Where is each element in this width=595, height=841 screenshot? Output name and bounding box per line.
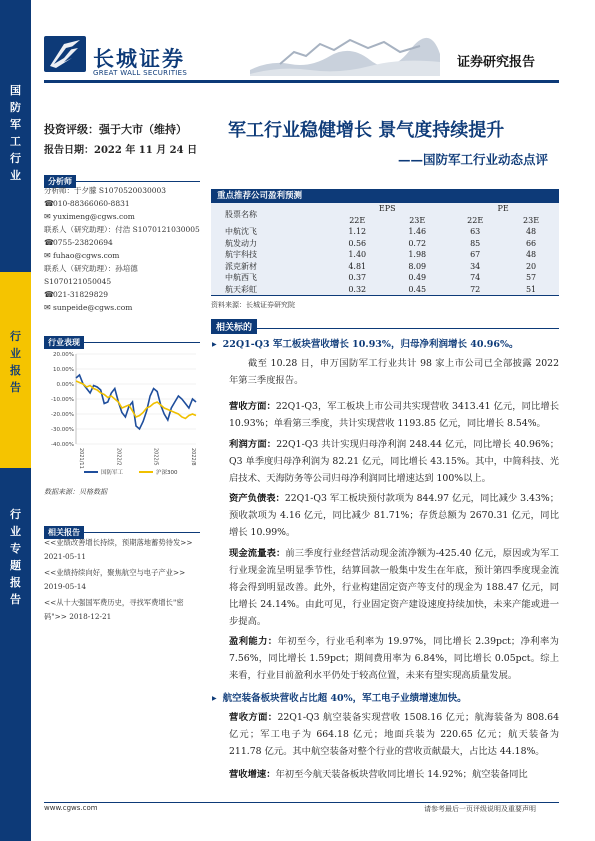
footer-rule bbox=[44, 802, 559, 803]
legend-label: 沪深300 bbox=[156, 470, 178, 476]
paragraph-profit bbox=[229, 436, 559, 487]
email-line[interactable] bbox=[44, 301, 204, 314]
value-cell: 63 bbox=[470, 227, 481, 237]
y-tick-label: -30.00% bbox=[51, 427, 74, 433]
revenue2-text: 22Q1-Q3 航空装备实现营收 1508.16 亿元；航海装备为 808.64 亿元；军工电子为 664.18 亿元；地面兵装为 220.65 亿元；航天装备为 211.78 亿元。其中航空装备对整个行业的营收贡献最大，占比达 44.18%。 bbox=[229, 712, 559, 757]
paragraph-cashflow bbox=[229, 545, 559, 630]
profit-text: 22Q1-Q3 共计实现归母净利润 248.44 亿元，同比增长 40.96%；Q3 单季度归母净利润为 82.21 亿元，同比增长 43.15%。其中，中简科技、光启技术、天海防务等公司归母净利润同比增速达到 100%以上。 bbox=[229, 439, 559, 484]
paragraph-revenue-2 bbox=[229, 709, 559, 760]
strip-char: 业 bbox=[10, 169, 21, 182]
y-tick-label: -10.00% bbox=[51, 397, 74, 403]
table-row bbox=[211, 238, 559, 250]
report-title: 军工行业稳健增长 景气度持续提升 bbox=[228, 120, 505, 141]
x-tick-label: 2022/5 bbox=[152, 448, 159, 466]
brand-english: GREAT WALL SECURITIES bbox=[93, 69, 188, 77]
y-tick-label: 10.00% bbox=[53, 367, 74, 373]
phone-text: 021-31829829 bbox=[53, 290, 109, 299]
related-reports bbox=[44, 536, 204, 624]
bullet-headline: ▶ 22Q1-Q3 军工板块营收增长 10.93%，归母净利润增长 40.96%。 bbox=[212, 336, 519, 350]
footer-url[interactable]: www.cgws.com bbox=[44, 804, 98, 812]
industry-performance-chart bbox=[44, 346, 202, 482]
value-cell: 0.72 bbox=[408, 238, 427, 248]
year-header: 23E bbox=[409, 215, 426, 225]
strip-char: 工 bbox=[10, 135, 21, 148]
analyst-line: 分析师：于夕朦 S1070520030003 bbox=[44, 186, 167, 195]
value-cell: 20 bbox=[525, 261, 537, 271]
email-icon: ✉ bbox=[44, 303, 51, 312]
stock-name-cell: 派克新材 bbox=[225, 261, 257, 271]
analyst-section-title: 分析师 bbox=[44, 175, 76, 188]
margin-text: 年初至今，行业毛利率为 19.97%，同比增长 2.39pct；净利率为 7.56%，同比增长 1.59pct；期间费用率为 6.84%，同比增长 0.05pct。综上来看，行业目前盈利水平仍处于较高位置，未来有望实现高质量发展。 bbox=[229, 636, 559, 681]
strip-char: 报 bbox=[10, 364, 21, 377]
strip-char: 防 bbox=[10, 101, 21, 114]
col-stock-name: 股票名称 bbox=[225, 210, 257, 219]
table-row bbox=[211, 272, 559, 284]
analyst-info bbox=[44, 184, 204, 314]
phone-text: 0755-23820694 bbox=[53, 238, 113, 247]
table-row bbox=[211, 284, 559, 296]
strip-char: 行 bbox=[10, 508, 21, 521]
brand-name: 长城证券 bbox=[93, 47, 185, 71]
table-header-row bbox=[211, 203, 559, 215]
y-tick-label: 20.00% bbox=[53, 352, 74, 358]
revenue-key: 营收方面： bbox=[229, 401, 276, 412]
growth-key: 营收增速： bbox=[229, 769, 276, 780]
value-cell: 34 bbox=[470, 261, 481, 271]
report-type: 证券研究报告 bbox=[457, 55, 536, 70]
legend-label: 国防军工 bbox=[101, 470, 124, 476]
paragraph-revenue bbox=[229, 398, 559, 432]
series-line bbox=[76, 381, 196, 419]
strip-char: 军 bbox=[10, 118, 21, 131]
analyst-section-header bbox=[44, 169, 200, 186]
profit-key: 利润方面： bbox=[229, 439, 277, 450]
value-cell: 0.49 bbox=[408, 273, 427, 283]
contact-line: 联系人（研究助理）：孙培德 bbox=[44, 264, 138, 273]
related-targets-header bbox=[211, 315, 559, 333]
related-section-header bbox=[44, 520, 200, 537]
great-wall-banner bbox=[250, 30, 440, 76]
cashflow-key: 现金流量表： bbox=[229, 548, 286, 559]
table-row bbox=[211, 261, 559, 273]
paragraph-intro bbox=[229, 355, 559, 389]
contact-line: 联系人（研究助理）：付浩 S1070121030005 bbox=[44, 225, 200, 234]
value-cell: 0.45 bbox=[387, 284, 447, 296]
x-tick-label: 2022/2 bbox=[115, 448, 122, 466]
value-cell: 0.56 bbox=[348, 238, 367, 248]
strip-char: 业 bbox=[10, 347, 21, 360]
value-cell: 74 bbox=[470, 273, 481, 283]
value-cell: 85 bbox=[470, 238, 481, 248]
table-row bbox=[211, 226, 559, 238]
value-cell: 66 bbox=[525, 238, 537, 248]
performance-section-title: 行业表现 bbox=[44, 336, 84, 349]
related-report-link[interactable]: <<从十大强国军费历史，寻找军费增长"密码">> 2018-12-21 bbox=[44, 598, 184, 621]
value-cell: 1.40 bbox=[348, 250, 367, 260]
report-subtitle: ——国防军工行业动态点评 bbox=[398, 152, 549, 167]
stock-name-cell: 航发动力 bbox=[225, 238, 257, 248]
intro-text: 截至 10.28 日，申万国防军工行业共计 98 家上市公司已全部披露 2022 年第三季度报告。 bbox=[229, 358, 559, 386]
phone-icon: ☎ bbox=[44, 290, 54, 299]
paragraph-growth bbox=[229, 766, 559, 783]
value-cell: 51 bbox=[503, 284, 559, 296]
phone-line bbox=[44, 236, 204, 249]
year-header: 22E bbox=[467, 215, 484, 225]
value-cell: 57 bbox=[525, 273, 537, 283]
strip-char: 题 bbox=[10, 559, 21, 572]
balance-text: 22Q1-Q3 军工板块预付款项为 844.97 亿元，同比减少 3.43%；预收款项为 4.16 亿元，同比减少 81.71%；存货总额为 2670.31 亿元，同比增长 10.99%。 bbox=[229, 493, 559, 538]
email-text[interactable]: fuhao@cgws.com bbox=[53, 251, 120, 260]
value-cell: 0.32 bbox=[327, 284, 387, 296]
email-icon: ✉ bbox=[44, 212, 51, 221]
strip-bottom-label bbox=[0, 506, 31, 608]
phone-icon: ☎ bbox=[44, 199, 54, 208]
value-cell: 8.09 bbox=[408, 261, 427, 271]
value-cell: 0.37 bbox=[348, 273, 367, 283]
email-text[interactable]: yuximeng@cgws.com bbox=[53, 212, 135, 221]
y-tick-label: 0.00% bbox=[56, 382, 74, 388]
strip-char: 行 bbox=[10, 152, 21, 165]
header-rule bbox=[44, 80, 559, 83]
stock-name-cell: 航天彩虹 bbox=[211, 284, 327, 296]
group-eps: EPS bbox=[378, 204, 396, 214]
value-cell: 1.12 bbox=[348, 227, 367, 237]
table-row bbox=[211, 249, 559, 261]
value-cell: 48 bbox=[525, 250, 537, 260]
y-tick-label: -40.00% bbox=[51, 442, 74, 448]
phone-icon: ☎ bbox=[44, 238, 54, 247]
investment-rating: 投资评级：强于大市（维持） bbox=[44, 123, 187, 136]
x-tick-label: 2021/11 bbox=[78, 448, 84, 469]
year-header: 22E bbox=[349, 215, 366, 225]
margin-key: 盈利能力： bbox=[229, 636, 278, 647]
strip-char: 告 bbox=[10, 381, 21, 394]
email-line[interactable] bbox=[44, 249, 204, 262]
related-section-title: 相关报告 bbox=[44, 526, 84, 539]
strip-char: 国 bbox=[10, 84, 21, 97]
value-cell: 1.98 bbox=[408, 250, 427, 260]
stock-name-cell: 中航沈飞 bbox=[225, 227, 257, 237]
strip-char: 专 bbox=[10, 542, 21, 555]
side-strip bbox=[0, 0, 31, 841]
cashflow-text: 前三季度行业经营活动现金流净额为-425.40 亿元，原因或为军工行业现金流呈明显季节性，结算回款一般集中发生在年底，预计第四季度现金流将会得到明显改善。此外，行业构建固定资产等支付的现金为 188.47 亿元，同比增长 24.14%。由此可见，行业固定资产建设速度持续加快，未来产能或进一步提高。 bbox=[229, 548, 559, 627]
group-pe: PE bbox=[497, 204, 509, 214]
performance-source: 数据来源：贝格数据 bbox=[44, 488, 107, 496]
value-cell: 48 bbox=[525, 227, 537, 237]
value-cell: 67 bbox=[470, 250, 481, 260]
report-date: 报告日期：2022 年 11 月 24 日 bbox=[44, 145, 198, 156]
value-cell: 72 bbox=[447, 284, 503, 296]
stock-name-cell: 航宇科技 bbox=[225, 250, 257, 260]
phone-text: 010-88366060-8831 bbox=[53, 199, 130, 208]
strip-top-label bbox=[0, 82, 31, 184]
revenue-text: 22Q1-Q3，军工板块上市公司共实现营收 3413.41 亿元，同比增长 10.93%；单看第三季度，共计实现营收 1193.85 亿元，同比增长 8.54%。 bbox=[229, 401, 559, 429]
growth-text: 年初至今航天装备板块营收同比增长 14.92%；航空装备同比 bbox=[275, 769, 528, 780]
y-tick-label: -20.00% bbox=[51, 412, 74, 418]
license-line: S1070121050045 bbox=[44, 277, 112, 286]
strip-char: 报 bbox=[10, 576, 21, 589]
table-source: 资料来源：长城证券研究院 bbox=[211, 301, 295, 309]
strip-char: 业 bbox=[10, 525, 21, 538]
paragraph-balance bbox=[229, 490, 559, 541]
strip-char: 行 bbox=[10, 330, 21, 343]
related-targets-title: 相关标的 bbox=[211, 319, 257, 334]
earnings-forecast-table bbox=[211, 203, 559, 296]
bullet-headline: ▶ 航空装备板块营收占比超 40%，军工电子业绩增速加快。 bbox=[212, 690, 467, 704]
logo-icon bbox=[44, 36, 86, 72]
x-tick-label: 2022/8 bbox=[190, 448, 196, 466]
strip-char: 告 bbox=[10, 593, 21, 606]
value-cell: 4.81 bbox=[348, 261, 367, 271]
phone-line bbox=[44, 197, 204, 210]
value-cell: 1.46 bbox=[408, 227, 427, 237]
stock-name-cell: 中航西飞 bbox=[225, 273, 257, 283]
balance-key: 资产负债表： bbox=[229, 493, 285, 504]
series-line bbox=[76, 375, 196, 429]
revenue2-key: 营收方面： bbox=[229, 712, 278, 723]
paragraph-margin bbox=[229, 633, 559, 684]
related-report-link[interactable]: <<业绩持续向好，聚焦航空与电子产业>> 2019-05-14 bbox=[44, 568, 186, 591]
performance-section-header bbox=[44, 330, 200, 347]
strip-mid-label bbox=[0, 328, 31, 396]
email-line[interactable] bbox=[44, 210, 204, 223]
related-report-link[interactable]: <<业绩改善增长持续，预期落地蓄势待发>> 2021-05-11 bbox=[44, 538, 193, 561]
email-text[interactable]: sunpeide@cgws.com bbox=[53, 303, 133, 312]
email-icon: ✉ bbox=[44, 251, 51, 260]
phone-line bbox=[44, 288, 204, 301]
table-title: 重点推荐公司盈利预测 bbox=[211, 189, 559, 203]
year-header: 23E bbox=[523, 215, 540, 225]
footer-disclaimer: 请参考最后一页评级说明及重要声明 bbox=[424, 805, 536, 813]
